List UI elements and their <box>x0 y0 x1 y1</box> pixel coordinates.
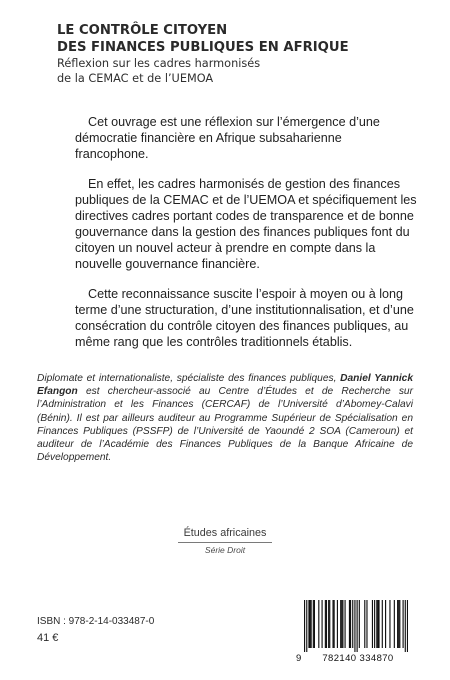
barcode-bar <box>332 600 333 648</box>
title-line-1: LE CONTRÔLE CITOYEN <box>57 23 228 38</box>
barcode-bar <box>407 600 408 652</box>
barcode-bar <box>397 600 398 648</box>
barcode-first-digit: 9 <box>296 653 302 664</box>
barcode-bar <box>308 600 309 648</box>
barcode-bar <box>329 600 330 648</box>
subtitle-line-1: Réflexion sur les cadres harmonisés <box>57 57 261 70</box>
blurb-paragraph-1: Cet ouvrage est une réflexion sur l’émergence d’une démocratie financière en Afrique subsaharienne francophone. <box>75 115 380 161</box>
isbn-text: ISBN : 978-2-14-033487-0 <box>37 616 155 627</box>
bio-details: est chercheur-associé au Centre d’Études et de Recherche sur l’Administration et les Finances (CERCAF) de l’Université d’Abomey-Calavi (Bénin). Il est par ailleurs auditeur au Programme Supérieur de Spécialisation en Finances Publiques (PSSFP) de l’Université de Yaoundé 2 SOA (Cameroun) et auditeur de l’Académie des Finances Publiques de la Banque Africaine de Développement. <box>37 386 413 464</box>
barcode-bar <box>403 600 404 648</box>
barcode-bar <box>349 600 350 648</box>
barcode-bar <box>399 600 400 648</box>
barcode-bar <box>364 600 365 648</box>
barcode-bar <box>334 600 335 648</box>
barcode-bar <box>345 600 346 648</box>
barcode-bar <box>325 600 326 648</box>
barcode-bar <box>359 600 360 648</box>
barcode-bar <box>385 600 386 648</box>
series-divider <box>178 542 272 543</box>
subtitle-line-2: de la CEMAC et de l’UEMOA <box>57 71 214 85</box>
barcode-bar <box>326 600 327 648</box>
barcode-bar <box>309 600 310 648</box>
author-name: Daniel Yannick Efangon <box>37 373 413 398</box>
title-line-2: DES FINANCES PUBLIQUES EN AFRIQUE <box>57 40 349 55</box>
barcode-bar <box>322 600 323 648</box>
barcode-bar <box>313 600 314 648</box>
barcode-bar <box>377 600 378 648</box>
barcode-bar <box>405 600 406 652</box>
author-bio <box>37 372 413 464</box>
barcode-bar <box>314 600 315 648</box>
barcode-bar <box>366 600 367 648</box>
barcode <box>296 600 410 670</box>
barcode-bar <box>372 600 373 648</box>
barcode-digits: 782140 334870 <box>322 653 394 664</box>
barcode-bar <box>398 600 399 648</box>
barcode-bar <box>374 600 375 648</box>
series-subseries: Série Droit <box>204 545 246 555</box>
publication-meta <box>37 615 154 646</box>
barcode-bar <box>350 600 351 648</box>
barcode-bar <box>342 600 343 648</box>
barcode-bar <box>340 600 341 648</box>
barcode-bar <box>337 600 338 648</box>
barcode-bar <box>394 600 395 648</box>
series-name: Études africaines <box>183 527 267 539</box>
book-title <box>57 22 417 56</box>
barcode-bar <box>354 600 355 652</box>
price-text: 41 € <box>37 632 59 644</box>
blurb-paragraph-3: Cette reconnaissance suscite l’espoir à moyen ou à long terme d’une structuration, d’une institutionnalisation, et d’une consécration du contrôle citoyen des finances publiques, au même rang que les contrôles traditionnels établis. <box>75 287 414 349</box>
barcode-bars-icon <box>304 600 408 652</box>
bio-intro: Diplomate et internationaliste, spécialiste des finances publiques, <box>37 373 341 384</box>
cover-header <box>57 22 417 86</box>
book-blurb <box>75 114 417 364</box>
barcode-bar <box>357 600 358 652</box>
barcode-bar <box>328 600 329 648</box>
series-logo <box>170 527 280 556</box>
barcode-bar <box>304 600 305 652</box>
barcode-bar <box>389 600 390 648</box>
barcode-bar <box>311 600 312 648</box>
barcode-bar <box>376 600 377 648</box>
blurb-paragraph-2: En effet, les cadres harmonisés de gestion des finances publiques de la CEMAC et de l’UEMOA et spécifiquement les directives cadres portant codes de transparence et de bonne gouvernance dans la gestion des finances publiques font du citoyen un nouvel acteur à prendre en compte dans la nouvelle gouvernance financière. <box>75 177 417 271</box>
book-subtitle <box>57 57 417 86</box>
barcode-bar <box>382 600 383 648</box>
barcode-bar <box>306 600 307 652</box>
barcode-bar <box>318 600 319 648</box>
barcode-bar <box>352 600 353 648</box>
barcode-bar <box>341 600 342 648</box>
barcode-bar <box>378 600 379 648</box>
